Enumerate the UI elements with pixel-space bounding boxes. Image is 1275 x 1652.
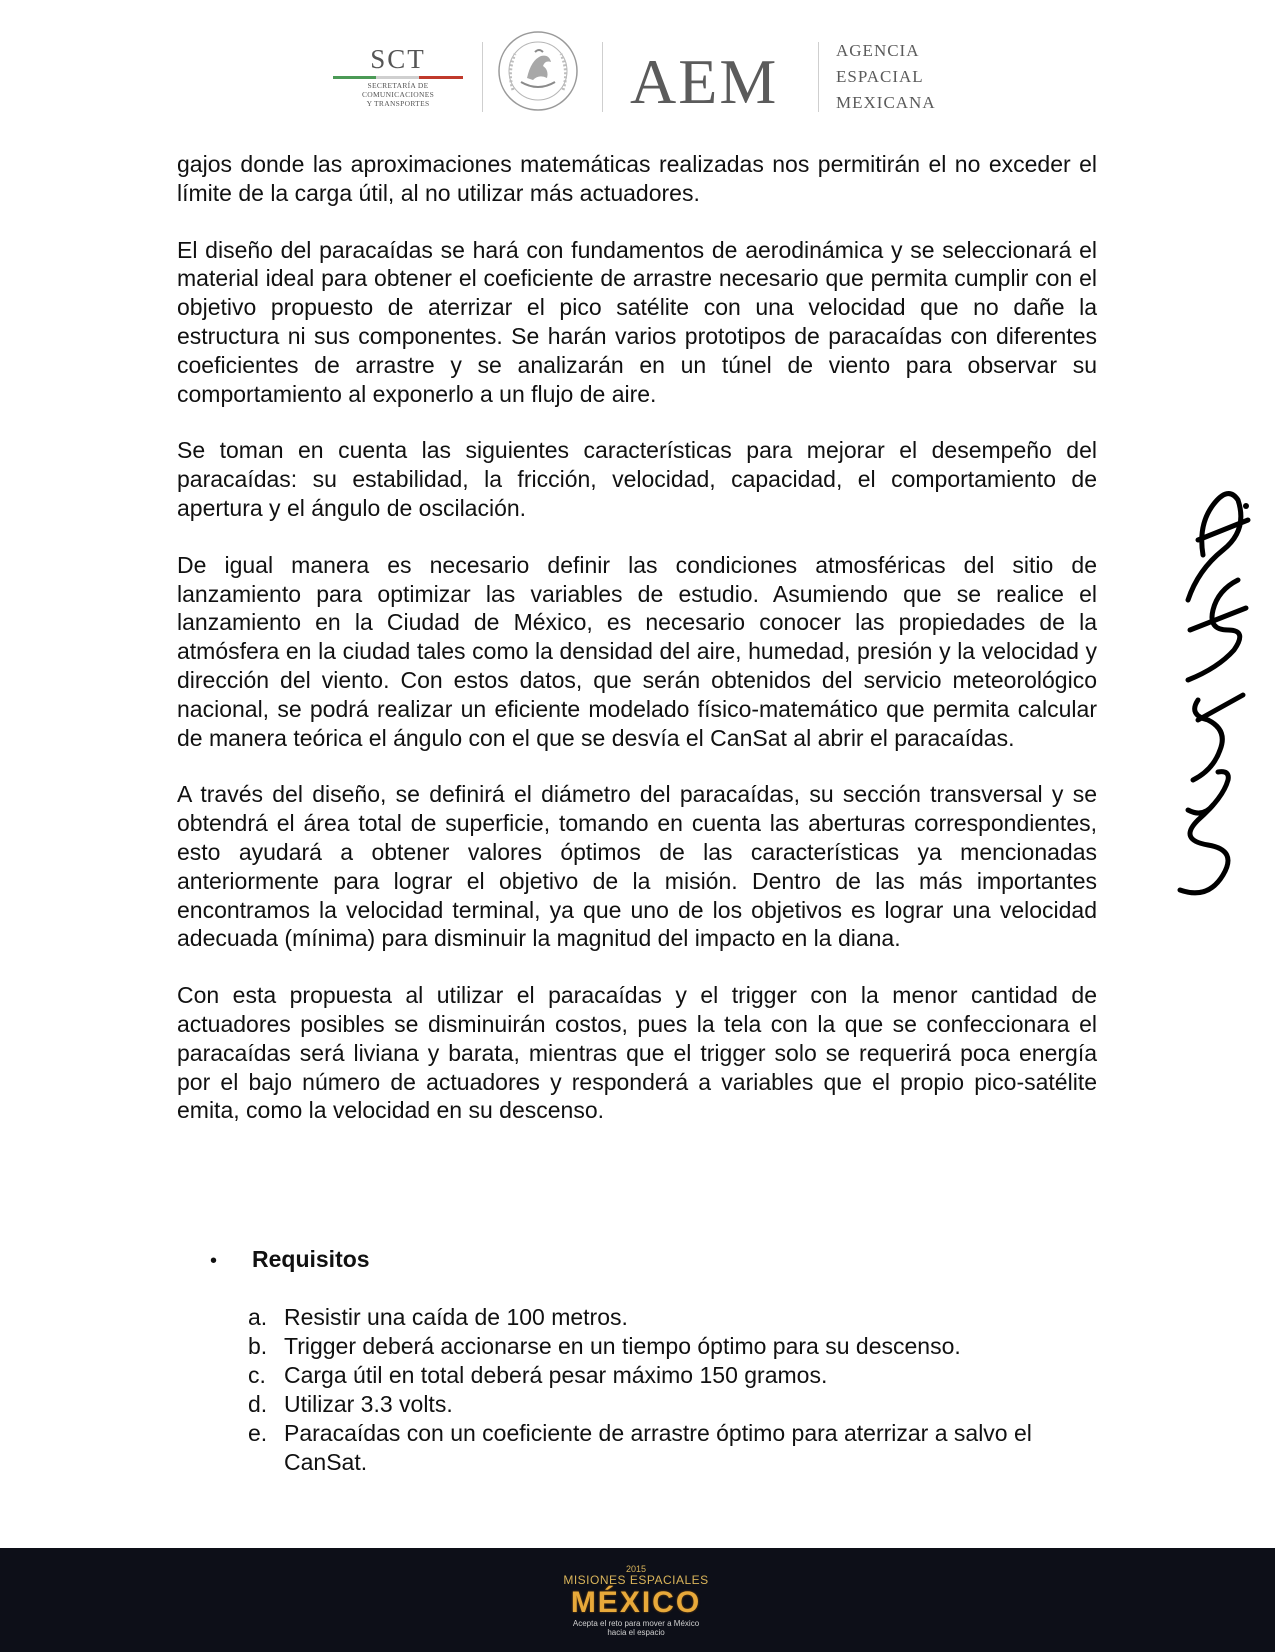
requirements-section <box>210 1245 1090 1477</box>
requirement-item <box>248 1303 1090 1332</box>
body-paragraph: Se toman en cuenta las siguientes características para mejorar el desempeño del paracaídas: su estabilidad, la fricción, velocidad, capacidad, el comportamiento de apertura y el ángulo de oscilación. <box>177 437 1097 521</box>
header-divider <box>602 42 603 112</box>
requirements-title: Requisitos <box>252 1246 370 1272</box>
signature-icon <box>1168 480 1256 900</box>
sct-subtitle-line: SECRETARÍA DE <box>367 81 429 90</box>
item-text: Resistir una caída de 100 metros. <box>284 1304 628 1330</box>
bullet-icon: • <box>210 1250 218 1272</box>
footer-year: 2015 <box>625 1564 647 1574</box>
body-paragraph: De igual manera es necesario definir las condiciones atmosféricas del sitio de lanzamiento para optimizar las variables de estudio. Asumiendo que se realice el lanzamiento en la Ciudad de México, es necesario conocer las propiedades de la atmósfera en la ciudad tales como la densidad del aire, humedad, presión y la velocidad y dirección del viento. Con estos datos, que serán obtenidos del servicio meteorológico nacional, se podrá realizar un eficiente modelado físico-matemático que permita calcular de manera teórica el ángulo con el que se desvía el CanSat al abrir el paracaídas. <box>177 551 1097 751</box>
item-text: Carga útil en total deberá pesar máximo 150 gramos. <box>284 1362 828 1388</box>
item-text: Trigger deberá accionarse en un tiempo óptimo para su descenso. <box>284 1333 961 1359</box>
item-letter: e. <box>248 1420 268 1446</box>
item-text: Paracaídas con un coeficiente de arrastre óptimo para aterrizar a salvo el CanSat. <box>284 1420 1032 1475</box>
agency-name-line: ESPACIAL <box>836 67 924 86</box>
agency-name-line: MEXICANA <box>836 93 936 112</box>
aem-logo: AEM <box>630 46 779 117</box>
requirement-item <box>248 1332 1090 1361</box>
sct-logo-text: SCT <box>370 44 426 74</box>
requirement-item <box>248 1419 1090 1477</box>
item-letter: d. <box>248 1391 268 1417</box>
header-divider <box>482 42 483 112</box>
document-body <box>177 150 1097 1153</box>
sct-tricolor-rule <box>333 76 463 79</box>
body-paragraph: gajos donde las aproximaciones matemáticas realizadas nos permitirán el no exceder el límite de la carga útil, al no utilizar más actuadores. <box>177 151 1097 206</box>
body-paragraph: El diseño del paracaídas se hará con fundamentos de aerodinámica y se seleccionará el material ideal para obtener el coeficiente de arrastre necesario que permita cumplir con el objetivo propuesto de aterrizar el pico satélite con una velocidad que no dañe la estructura ni sus componentes. Se harán varios prototipos de paracaídas con diferentes coeficientes de arrastre y se analizarán en un túnel de viento para observar su comportamiento al exponerlo a un flujo de aire. <box>177 236 1097 407</box>
body-paragraph: A través del diseño, se definirá el diámetro del paracaídas, su sección transversal y se obtendrá el área total de superficie, tomando en cuenta las aberturas correspondientes, esto ayudará a obtener valores óptimos de las características ya mencionadas anteriormente para lograr el objetivo de la misión. Dentro de las más importantes encontramos la velocidad terminal, ya que uno de los objetivos es lograr una velocidad adecuada (mínima) para disminuir la magnitud del impacto en la diana. <box>177 781 1097 952</box>
misiones-espaciales-logo <box>556 1564 716 1637</box>
footer-missions: MISIONES ESPACIALES <box>563 1573 709 1587</box>
sct-subtitle-line: Y TRANSPORTES <box>366 99 430 108</box>
footer-band <box>0 1548 1275 1652</box>
item-letter: a. <box>248 1304 268 1330</box>
requirement-item <box>248 1390 1090 1419</box>
body-paragraph: Con esta propuesta al utilizar el paracaídas y el trigger con la menor cantidad de actuadores posibles se disminuirán costos, pues la tela con la que se confeccionara el paracaídas será liviana y barata, mientras que el trigger solo se requerirá poca energía por el bajo número de actuadores y responderá a variables que el propio pico-satélite emita, como la velocidad en su descenso. <box>177 982 1097 1124</box>
national-seal-icon <box>497 30 579 112</box>
footer-mexico: MÉXICO <box>570 1586 702 1619</box>
item-letter: b. <box>248 1333 268 1359</box>
requirements-list <box>248 1303 1090 1477</box>
item-letter: c. <box>248 1362 266 1388</box>
item-text: Utilizar 3.3 volts. <box>284 1391 453 1417</box>
header-divider <box>818 42 819 112</box>
footer-tagline: hacia el espacio <box>607 1628 665 1637</box>
sct-subtitle <box>333 81 463 108</box>
requirements-heading <box>210 1245 1090 1275</box>
letterhead <box>0 0 1275 135</box>
agency-name-line: AGENCIA <box>836 41 920 60</box>
sct-logo <box>333 44 463 116</box>
agency-name <box>836 38 936 116</box>
sct-subtitle-line: COMUNICACIONES <box>361 90 435 99</box>
footer-tagline: Acepta el reto para mover a México <box>572 1619 700 1628</box>
requirement-item <box>248 1361 1090 1390</box>
